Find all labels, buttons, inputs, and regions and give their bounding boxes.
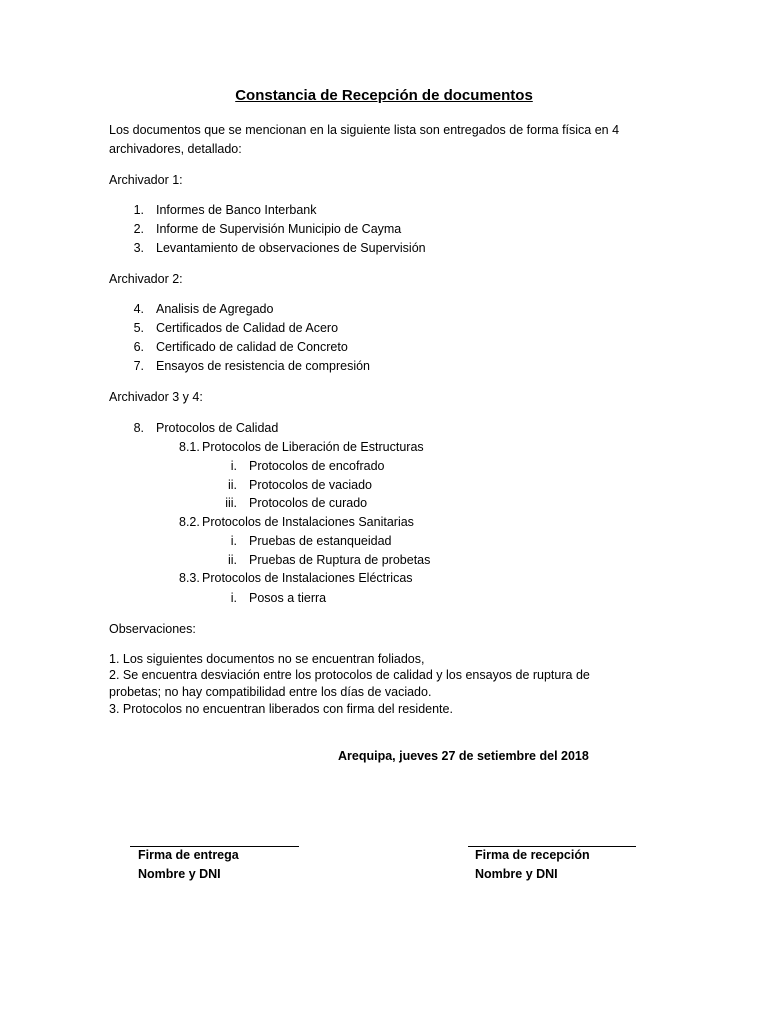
- sublist-number: 8.3.: [179, 571, 200, 585]
- roman-number: iii.: [225, 496, 237, 510]
- roman-item: Protocolos de curado: [249, 496, 368, 510]
- list-item: Certificados de Calidad de Acero: [156, 321, 339, 335]
- list-item: Levantamiento de observaciones de Supervisión: [156, 241, 426, 255]
- observacion-line: 2. Se encuentra desviación entre los protocolos de calidad y los ensayos de ruptura de: [109, 668, 590, 682]
- observacion-line: 3. Protocolos no encuentran liberados con firma del residente.: [109, 702, 453, 716]
- roman-number: i.: [230, 591, 237, 605]
- observacion-line: 1. Los siguientes documentos no se encuentran foliados,: [109, 652, 425, 666]
- list-item: Informe de Supervisión Municipio de Cayma: [156, 222, 402, 236]
- signature-label-left: Firma de entrega: [138, 848, 239, 862]
- sublist-number: 8.2.: [179, 515, 200, 529]
- intro-line-1: Los documentos que se mencionan en la siguiente lista son entregados de forma física en 4: [109, 123, 620, 137]
- list-item-number: 1.: [133, 203, 144, 217]
- observacion-line: probetas; no hay compatibilidad entre los días de vaciado.: [109, 685, 432, 699]
- date-line: Arequipa, jueves 27 de setiembre del 2018: [338, 749, 589, 763]
- list-item-number: 5.: [133, 321, 144, 335]
- list-item-number: 3.: [133, 241, 144, 255]
- roman-number: i.: [230, 459, 237, 473]
- list-item-number: 7.: [133, 359, 144, 373]
- roman-item: Protocolos de vaciado: [249, 478, 372, 492]
- archivador-3-4-heading: Archivador 3 y 4:: [109, 390, 203, 404]
- roman-item: Pruebas de Ruptura de probetas: [249, 553, 431, 567]
- list-item: Protocolos de Calidad: [156, 421, 279, 435]
- intro-line-2: archivadores, detallado:: [109, 142, 242, 156]
- roman-item: Protocolos de encofrado: [249, 459, 385, 473]
- observaciones-heading: Observaciones:: [109, 622, 196, 636]
- sublist-item: Protocolos de Instalaciones Eléctricas: [202, 571, 413, 585]
- list-item: Certificado de calidad de Concreto: [156, 340, 348, 354]
- signature-sub-left: Nombre y DNI: [138, 867, 221, 881]
- list-item: Analisis de Agregado: [156, 302, 274, 316]
- list-item: Informes de Banco Interbank: [156, 203, 317, 217]
- signature-label-right: Firma de recepción: [475, 848, 590, 862]
- list-item-number: 4.: [133, 302, 144, 316]
- sublist-item: Protocolos de Instalaciones Sanitarias: [202, 515, 414, 529]
- sublist-number: 8.1.: [179, 440, 200, 454]
- roman-number: i.: [230, 534, 237, 548]
- document-title: Constancia de Recepción de documentos: [235, 87, 533, 104]
- list-item-number: 2.: [133, 222, 144, 236]
- roman-number: ii.: [227, 553, 237, 567]
- list-item-number: 8.: [133, 421, 144, 435]
- archivador-2-heading: Archivador 2:: [109, 272, 183, 286]
- roman-item: Pruebas de estanqueidad: [249, 534, 392, 548]
- list-item-number: 6.: [133, 340, 144, 354]
- sublist-item: Protocolos de Liberación de Estructuras: [202, 440, 424, 454]
- signature-sub-right: Nombre y DNI: [475, 867, 558, 881]
- roman-item: Posos a tierra: [249, 591, 327, 605]
- archivador-1-heading: Archivador 1:: [109, 173, 183, 187]
- list-item: Ensayos de resistencia de compresión: [156, 359, 371, 373]
- roman-number: ii.: [227, 478, 237, 492]
